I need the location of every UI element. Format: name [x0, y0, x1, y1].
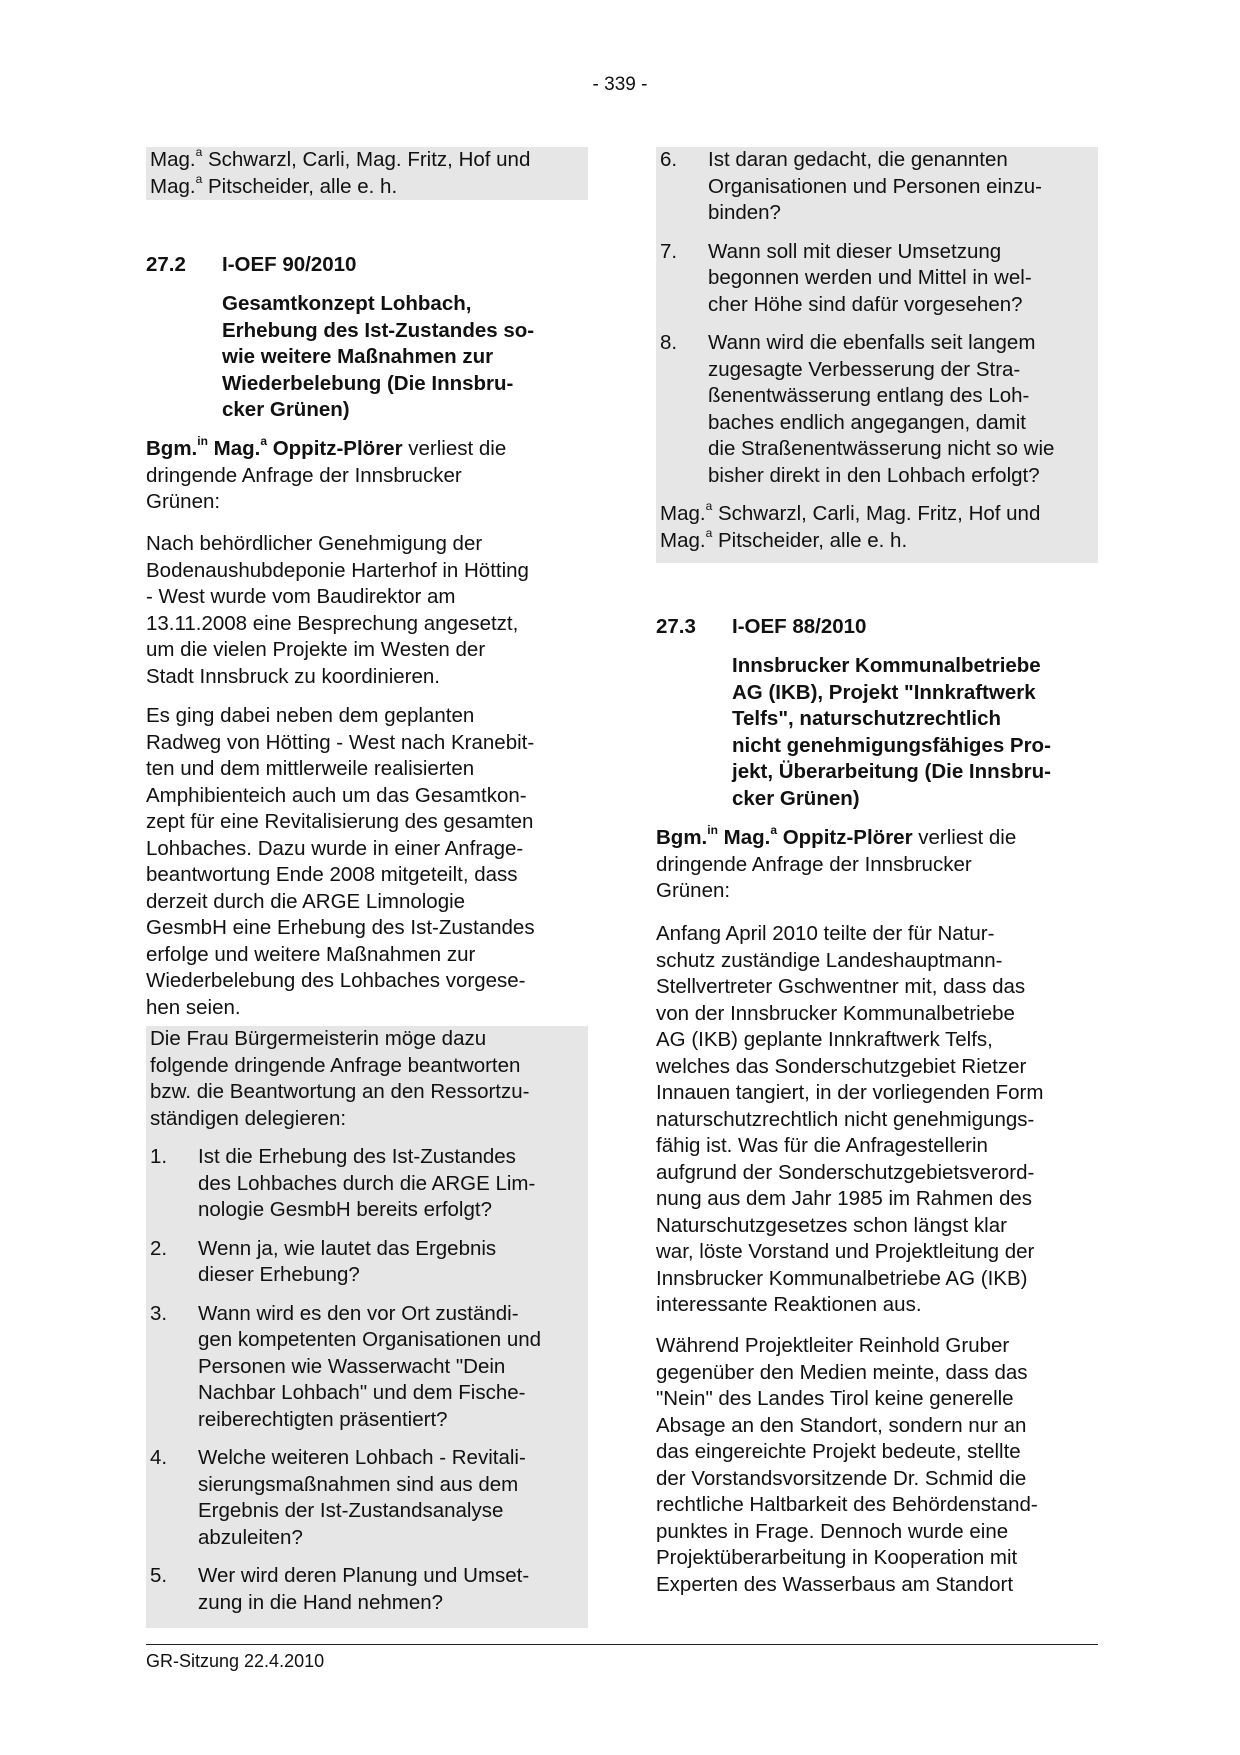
question-number: 8.	[660, 331, 678, 354]
text-line: Ist die Erhebung des Ist-Zustandes	[198, 1145, 516, 1168]
text-line: Während Projektleiter Reinhold Gruber	[656, 1334, 1010, 1357]
signature-line: Schwarzl, Carli, Mag. Fritz, Hof und	[207, 148, 531, 171]
speaker-name: Oppitz-Plörer	[272, 437, 403, 460]
text-line: von der Innsbrucker Kommunalbetriebe	[656, 1001, 1015, 1025]
text-line: Bodenaushubdeponie Harterhof in Hötting	[146, 558, 529, 582]
text-line: zugesagte Verbesserung der Stra-	[708, 357, 1021, 381]
text-line: Radweg von Hötting - West nach Kranebit-	[146, 730, 535, 754]
text-line: reiberechtigten präsentiert?	[198, 1407, 448, 1431]
question-number: 7.	[660, 239, 678, 263]
text-line: 13.11.2008 eine Besprechung angesetzt,	[146, 611, 519, 635]
request-intro	[150, 1026, 584, 1132]
signature-block-top: Mag.$^a$ Schwarzl, Carli, Mag. Fritz, Hof und Mag.$^a$ Pitscheider, alle e. h.	[146, 147, 588, 200]
question-number: 4.	[150, 1446, 168, 1469]
request-block-continued	[656, 147, 1098, 563]
text-line: beantwortung Ende 2008 mitgeteilt, dass	[146, 863, 518, 886]
text-line: nologie GesmbH bereits erfolgt?	[198, 1198, 492, 1221]
text-line: Stadt Innsbruck zu koordinieren.	[146, 664, 440, 688]
text-line: des Lohbaches durch die ARGE Lim-	[198, 1171, 536, 1195]
text-line: Wann wird es den vor Ort zuständi-	[198, 1301, 519, 1325]
text-line: erfolge und weitere Maßnahmen zur	[146, 942, 476, 966]
speaker-rest: verliest die	[408, 437, 507, 460]
text-line: der Vorstandsvorsitzende Dr. Schmid die	[656, 1466, 1027, 1490]
text-line: Wer wird deren Planung und Umset-	[198, 1564, 530, 1587]
text-line: GesmbH eine Erhebung des Ist-Zustandes	[146, 916, 535, 939]
question-item	[150, 1563, 584, 1616]
signature-block: Mag.$^a$ Schwarzl, Carli, Mag. Fritz, Hof und Mag.$^a$ Pitscheider, alle e. h.	[660, 499, 1041, 552]
footer-text: GR-Sitzung 22.4.2010	[146, 1651, 325, 1671]
question-item	[660, 239, 1094, 319]
text-line: cher Höhe sind dafür vorgesehen?	[708, 292, 1023, 316]
question-item	[660, 147, 1094, 227]
question-number: 2.	[150, 1236, 168, 1260]
title-line: nicht genehmigungsfähiges Pro-	[732, 733, 1051, 757]
question-number: 5.	[150, 1564, 168, 1587]
section-27-2-heading	[146, 252, 588, 279]
footer-divider	[146, 1644, 1098, 1645]
question-item	[660, 330, 1094, 489]
signature-line: Schwarzl, Carli, Mag. Fritz, Hof und	[717, 502, 1041, 525]
section-code: I-OEF 90/2010	[222, 253, 357, 276]
request-block	[146, 1026, 588, 1628]
text-line: ständigen delegieren:	[150, 1106, 347, 1130]
text-line: ßenentwässerung entlang des Loh-	[708, 384, 1030, 407]
text-line: ten und dem mittlerweile realisierten	[146, 757, 475, 780]
question-number: 3.	[150, 1301, 168, 1325]
text-line: Grünen:	[146, 490, 221, 513]
speaker-name: Oppitz-Plörer	[782, 826, 913, 849]
paragraph	[146, 703, 588, 1021]
text-line: Projektüberarbeitung in Kooperation mit	[656, 1546, 1018, 1569]
text-line: Wenn ja, wie lautet das Ergebnis	[198, 1236, 497, 1260]
text-line: zept für eine Revitalisierung des gesamten	[146, 810, 534, 833]
question-item	[150, 1236, 584, 1289]
section-27-2-title	[146, 291, 588, 424]
text-line: Wann soll mit dieser Umsetzung	[708, 239, 1002, 263]
text-line: - West wurde vom Baudirektor am	[146, 585, 456, 608]
text-line: Die Frau Bürgermeisterin möge dazu	[150, 1027, 487, 1050]
text-line: Naturschutzgesetzes schon längst klar	[656, 1213, 1007, 1237]
text-line: Nachbar Lohbach" und dem Fische-	[198, 1381, 526, 1404]
question-number: 1.	[150, 1145, 168, 1168]
text-line: war, löste Vorstand und Projektleitung der	[656, 1240, 1035, 1263]
text-line: derzeit durch die ARGE Limnologie	[146, 889, 466, 913]
title-line: AG (IKB), Projekt "Innkraftwerk	[732, 680, 1036, 704]
title-line: Gesamtkonzept Lohbach,	[222, 292, 472, 315]
text-line: folgende dringende Anfrage beantworten	[150, 1053, 521, 1077]
text-line: rechtliche Haltbarkeit des Behördenstand-	[656, 1493, 1038, 1516]
text-line: die Straßenentwässerung nicht so wie	[708, 437, 1055, 460]
text-line: binden?	[708, 201, 781, 224]
text-line: Es ging dabei neben dem geplanten	[146, 704, 475, 727]
text-line: um die vielen Projekte im Westen der	[146, 638, 486, 661]
text-line: Ergebnis der Ist-Zustandsanalyse	[198, 1499, 504, 1522]
text-line: gen kompetenten Organisationen und	[198, 1328, 542, 1351]
title-line: wie weitere Maßnahmen zur	[222, 345, 494, 368]
speaker-rest: verliest die	[918, 826, 1017, 849]
section-code: I-OEF 88/2010	[732, 615, 867, 638]
question-item	[150, 1445, 584, 1551]
paragraph	[656, 921, 1098, 1319]
text-line: das eingereichte Projekt bedeute, stellte	[656, 1440, 1021, 1463]
text-line: fähig ist. Was für die Anfragestellerin	[656, 1134, 988, 1157]
text-line: Organisationen und Personen einzu-	[708, 174, 1042, 198]
text-line: Grünen:	[656, 879, 731, 902]
text-line: begonnen werden und Mittel in wel-	[708, 266, 1032, 289]
page-number: - 339 -	[592, 74, 648, 95]
text-line: Amphibienteich auch um das Gesamtkon-	[146, 783, 527, 807]
text-line: Anfang April 2010 teilte der für Natur-	[656, 922, 995, 945]
speaker-intro: Bgm.$^{in}$ Mag.$^a$ Oppitz-Plörer verliest die dringende Anfrage der Innsbrucker Grünen:	[656, 825, 1098, 905]
title-line: Wiederbelebung (Die Innsbru-	[222, 371, 514, 395]
section-27-3-heading	[656, 614, 1098, 641]
text-line: Experten des Wasserbaus am Standort	[656, 1572, 1014, 1596]
text-line: AG (IKB) geplante Innkraftwerk Telfs,	[656, 1028, 993, 1051]
text-line: Wiederbelebung des Lohbaches vorgese-	[146, 969, 526, 992]
text-line: Absage an den Standort, sondern nur an	[656, 1413, 1027, 1437]
text-line: bisher direkt in den Lohbach erfolgt?	[708, 463, 1040, 487]
text-line: Lohbaches. Dazu wurde in einer Anfrage-	[146, 836, 524, 860]
section-27-3-title	[656, 653, 1098, 812]
text-line: schutz zuständige Landeshauptmann-	[656, 948, 1003, 972]
text-line: Innsbrucker Kommunalbetriebe AG (IKB)	[656, 1266, 1028, 1290]
title-line: Erhebung des Ist-Zustandes so-	[222, 318, 535, 342]
text-line: dringende Anfrage der Innsbrucker	[656, 852, 972, 876]
text-line: gegenüber den Medien meinte, dass das	[656, 1360, 1028, 1384]
text-line: nung aus dem Jahr 1985 im Rahmen des	[656, 1187, 1033, 1210]
signature-line: Pitscheider, alle e. h.	[717, 528, 908, 552]
text-line: Stellvertreter Gschwentner mit, dass das	[656, 975, 1026, 998]
text-line: abzuleiten?	[198, 1525, 303, 1549]
text-line: Personen wie Wasserwacht "Dein	[198, 1354, 506, 1378]
text-line: welches das Sonderschutzgebiet Rietzer	[656, 1054, 1027, 1078]
text-line: zung in die Hand nehmen?	[198, 1590, 444, 1614]
text-line: Nach behördlicher Genehmigung der	[146, 532, 483, 555]
paragraph	[656, 1333, 1098, 1598]
text-line: "Nein" des Landes Tirol keine generelle	[656, 1387, 1014, 1410]
text-line: bzw. die Beantwortung an den Ressortzu-	[150, 1080, 530, 1103]
text-line: Wann wird die ebenfalls seit langem	[708, 331, 1036, 354]
section-number: 27.3	[656, 615, 696, 638]
question-item	[150, 1301, 584, 1434]
text-line: aufgrund der Sonderschutzgebietsverord-	[656, 1160, 1035, 1184]
text-line: Ist daran gedacht, die genannten	[708, 148, 1008, 171]
title-line: Innsbrucker Kommunalbetriebe	[732, 654, 1041, 677]
text-line: punktes in Frage. Dennoch wurde eine	[656, 1519, 1009, 1543]
section-number: 27.2	[146, 253, 186, 276]
text-line: Welche weiteren Lohbach - Revitali-	[198, 1446, 526, 1469]
signature-line: Pitscheider, alle e. h.	[207, 174, 398, 198]
title-line: cker Grünen)	[222, 398, 350, 421]
title-line: cker Grünen)	[732, 786, 860, 810]
question-item	[150, 1144, 584, 1224]
text-line: hen seien.	[146, 995, 241, 1019]
question-number: 6.	[660, 148, 678, 171]
text-line: sierungsmaßnahmen sind aus dem	[198, 1472, 519, 1496]
text-line: dieser Erhebung?	[198, 1263, 360, 1286]
text-line: interessante Reaktionen aus.	[656, 1293, 922, 1316]
text-line: baches endlich angegangen, damit	[708, 410, 1026, 434]
text-line: naturschutzrechtlich nicht genehmigungs-	[656, 1107, 1035, 1131]
title-line: jekt, Überarbeitung (Die Innsbru-	[732, 760, 1051, 783]
text-line: dringende Anfrage der Innsbrucker	[146, 463, 462, 487]
paragraph	[146, 531, 588, 690]
title-line: Telfs", naturschutzrechtlich	[732, 707, 1002, 730]
speaker-intro: Bgm.$^{in}$ Mag.$^a$ Oppitz-Plörer verliest die dringende Anfrage der Innsbrucker Grünen:	[146, 436, 588, 516]
text-line: Innauen tangiert, in der vorliegenden Form	[656, 1081, 1044, 1104]
